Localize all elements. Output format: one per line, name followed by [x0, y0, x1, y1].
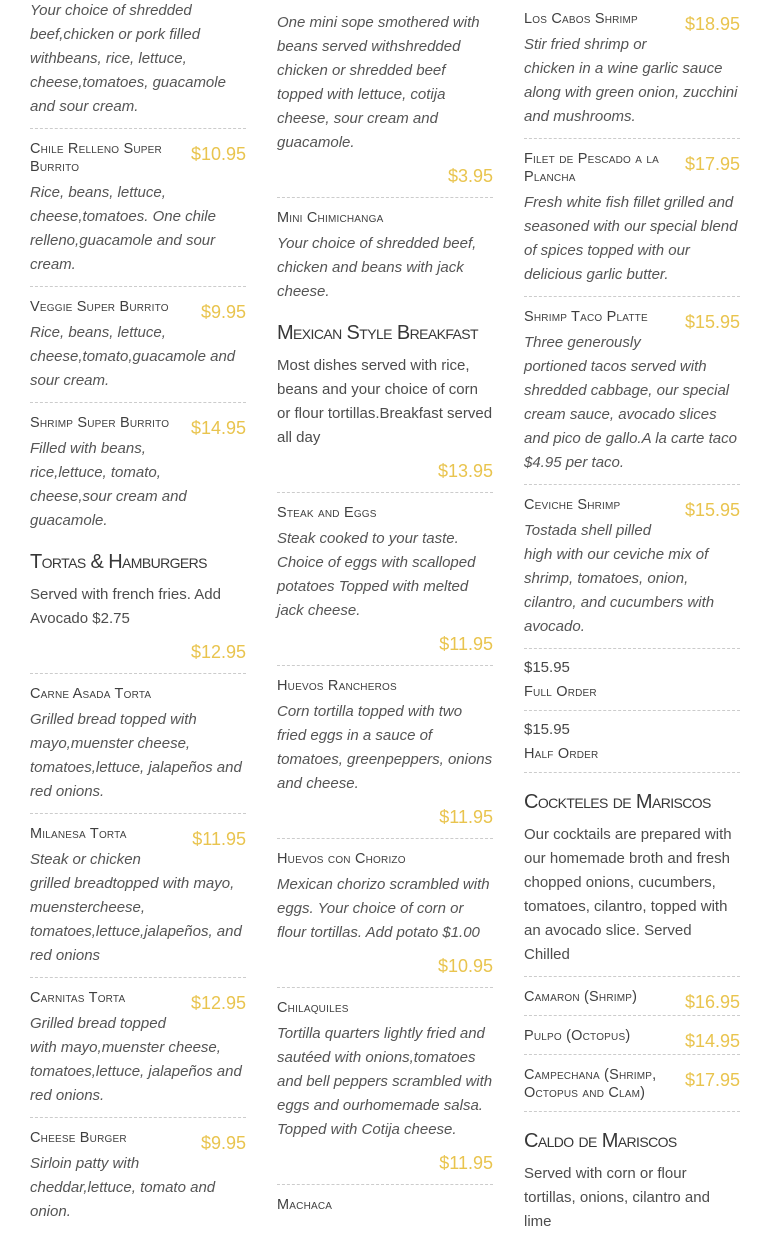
item-divider: [524, 296, 740, 297]
menu-item-description: Filled with beans, rice,lettuce, tomato, cheese,sour cream and guacamole.: [30, 440, 187, 529]
menu-item: [277, 459, 493, 623]
item-divider: [30, 1117, 246, 1118]
menu-item: [30, 412, 246, 533]
menu-item-description: Fresh white fish fillet grilled and seasoned with our special blend of spices topped with our delicious garlic butter.: [524, 194, 738, 283]
item-divider: [277, 987, 493, 988]
menu-item-price: $15.95: [524, 721, 570, 738]
item-divider: [524, 648, 740, 649]
menu-item-name: Mini Chimichanga: [277, 210, 384, 226]
menu-item: [524, 720, 740, 763]
menu-item-description: Mexican chorizo scrambled with eggs. Your choice of corn or flour tortillas. Add potato $1.00: [277, 876, 490, 941]
menu-item-price: $15.95: [524, 659, 570, 676]
menu-item-name: Chile Relleno Super Burrito: [30, 141, 162, 175]
menu-item: [277, 805, 493, 945]
menu-item-name: Carne Asada Torta: [30, 686, 152, 702]
menu-item-price: $14.95: [684, 1031, 740, 1051]
menu-item-price: $15.95: [684, 500, 740, 520]
menu-item-name: Carnitas Torta: [30, 990, 126, 1006]
menu-item-name: Machaca: [277, 1197, 333, 1213]
menu-item-price: $11.95: [439, 634, 493, 654]
menu-item: [30, 640, 246, 804]
menu-item-price: $9.95: [200, 1133, 246, 1153]
menu-item-name: Huevos Rancheros: [277, 678, 397, 694]
menu-item-description: Corn tortilla topped with two fried eggs in a sauce of tomatoes, greenpeppers, onions and cheese.: [277, 703, 493, 792]
menu-item-price: $12.95: [190, 993, 246, 1013]
item-divider: [524, 1054, 740, 1055]
menu-item: [277, 1151, 493, 1214]
item-divider: [524, 138, 740, 139]
menu-item-price: $9.95: [200, 302, 246, 322]
section-title: Mexican Style Breakfast: [277, 322, 478, 344]
menu-item-price: $10.95: [190, 144, 246, 164]
menu-item: [30, 987, 246, 1108]
section-subtitle: Our cocktails are prepared with our homemade broth and fresh chopped onions, cucumbers, tomatoes, cilantro, topped with an avocado slice. Served Chilled: [524, 826, 732, 963]
menu-item-description: Rice, beans, lettuce, cheese,tomato,guacamole and sour cream.: [30, 324, 236, 389]
menu-item-name: Cheese Burger: [30, 1130, 127, 1146]
menu-item-description: Your choice of shredded beef,chicken or pork filled withbeans, rice, lettuce, cheese,tomatoes, guacamole and sour cream.: [30, 2, 226, 115]
menu-column-left: [30, 0, 246, 1236]
menu-item-name: Huevos con Chorizo: [277, 851, 406, 867]
menu-column-middle: [277, 6, 493, 1236]
item-divider: [30, 977, 246, 978]
section-subtitle: Served with french fries. Add Avocado $2.75: [30, 586, 221, 627]
menu-item: [524, 658, 740, 701]
menu-item-name: Los Cabos Shrimp: [524, 11, 638, 27]
menu-item-description: Steak cooked to your taste. Choice of eggs with scalloped potatoes Topped with melted jack cheese.: [277, 530, 476, 619]
section-title: Cockteles de Mariscos: [524, 791, 711, 813]
menu-item-name: Full Order: [524, 684, 597, 700]
menu-item-price: $10.95: [437, 956, 493, 976]
menu-item-description: Sirloin patty with cheddar,lettuce, tomato and onion.: [30, 1155, 216, 1220]
menu-item-name: Half Order: [524, 746, 599, 762]
menu-item-name: Pulpo (Octopus): [524, 1028, 631, 1044]
menu-item-name: Filet de Pescado a la Plancha: [524, 151, 659, 185]
item-divider: [277, 492, 493, 493]
menu-item-name: Shrimp Taco Platte: [524, 309, 648, 325]
menu-item-price: $17.95: [684, 1070, 740, 1090]
item-divider: [30, 402, 246, 403]
item-divider: [30, 128, 246, 129]
menu-item: [524, 306, 740, 475]
item-divider: [30, 286, 246, 287]
item-divider: [524, 710, 740, 711]
menu-item: [524, 986, 740, 1012]
menu-item-price: $16.95: [684, 992, 740, 1012]
item-divider: [524, 1111, 740, 1112]
menu-item-name: Chilaquiles: [277, 1000, 349, 1016]
menu-item-description: Three generously portioned tacos served with shredded cabbage, our special cream sauce, avocado slices and pico de gallo.A la carte taco $4.95 per taco.: [524, 334, 737, 471]
menu-item-description: Stir fried shrimp or chicken in a wine garlic sauce along with green onion, zucchini and mushrooms.: [524, 36, 738, 125]
menu-item-price: $15.95: [684, 312, 740, 332]
item-divider: [277, 838, 493, 839]
menu-item-description: Grilled bread topped with mayo,muenster cheese, tomatoes,lettuce, jalapeños and red onions.: [30, 711, 242, 800]
menu-item-price: $17.95: [684, 154, 740, 174]
menu-item: [277, 632, 493, 796]
menu-item-price: $3.95: [447, 166, 493, 186]
menu-item-description: Tortilla quarters lightly fried and sautéed with onions,tomatoes and bell peppers scrambled with eggs and ourhomemade salsa. Topped with Cotija cheese.: [277, 1025, 493, 1138]
menu-item-description: One mini sope smothered with beans served withshredded chicken or shredded beef topped with lettuce, cotija cheese, sour cream and guacamole.: [277, 14, 480, 151]
item-divider: [277, 665, 493, 666]
menu-item: [524, 8, 740, 129]
menu-item-price: $12.95: [190, 642, 246, 662]
menu-item: [524, 1025, 740, 1051]
menu-item-price: $11.95: [439, 807, 493, 827]
menu-item: [277, 954, 493, 1142]
menu-item: [524, 148, 740, 287]
item-divider: [524, 1015, 740, 1016]
section-subtitle: Most dishes served with rice, beans and your choice of corn or flour tortillas.Breakfast served all day: [277, 357, 493, 446]
section-title: Tortas & Hamburgers: [30, 551, 207, 573]
menu-item: [524, 494, 740, 639]
menu-item: [30, 823, 246, 968]
section-subtitle: Served with corn or flour tortillas, onions, cilantro and lime: [524, 1165, 710, 1230]
menu-item: [30, 1127, 246, 1224]
item-divider: [30, 813, 246, 814]
menu-item: [30, 296, 246, 393]
menu-item-name: Campechana (Shrimp, Octopus and Clam): [524, 1067, 657, 1101]
item-divider: [30, 673, 246, 674]
menu-item-price: $13.95: [437, 461, 493, 481]
menu-item-price: $11.95: [439, 1153, 493, 1173]
menu-item: [30, 138, 246, 277]
menu-item-description: Steak or chicken grilled breadtopped with mayo, muenstercheese, tomatoes,lettuce,jalapeños, and red onions: [30, 851, 242, 964]
menu-item-description: Your choice of shredded beef, chicken and beans with jack cheese.: [277, 235, 477, 300]
menu-item-name: Shrimp Super Burrito: [30, 415, 170, 431]
menu-item-name: Veggie Super Burrito: [30, 299, 169, 315]
menu-item-name: Camaron (Shrimp): [524, 989, 638, 1005]
menu-item-description: Tostada shell pilled high with our ceviche mix of shrimp, tomatoes, onion, cilantro, and cucumbers with avocado.: [524, 522, 715, 635]
menu-item-name: Milanesa Torta: [30, 826, 127, 842]
menu-item-price: $14.95: [190, 418, 246, 438]
section-title: Caldo de Mariscos: [524, 1130, 677, 1152]
item-divider: [524, 484, 740, 485]
menu-item: [277, 164, 493, 304]
item-divider: [524, 772, 740, 773]
menu-item: [524, 1064, 740, 1102]
menu-item-price: $11.95: [192, 829, 246, 849]
item-divider: [277, 197, 493, 198]
menu-column-right: [524, 8, 740, 1236]
menu-item-price: $18.95: [684, 14, 740, 34]
menu-item-name: Ceviche Shrimp: [524, 497, 621, 513]
item-divider: [524, 976, 740, 977]
item-divider: [277, 1184, 493, 1185]
menu-item-description: Rice, beans, lettuce, cheese,tomatoes. One chile relleno,guacamole and sour cream.: [30, 184, 216, 273]
menu-item-name: Steak and Eggs: [277, 505, 377, 521]
menu-item-description: Grilled bread topped with mayo,muenster cheese, tomatoes,lettuce, jalapeños and red onions.: [30, 1015, 242, 1104]
